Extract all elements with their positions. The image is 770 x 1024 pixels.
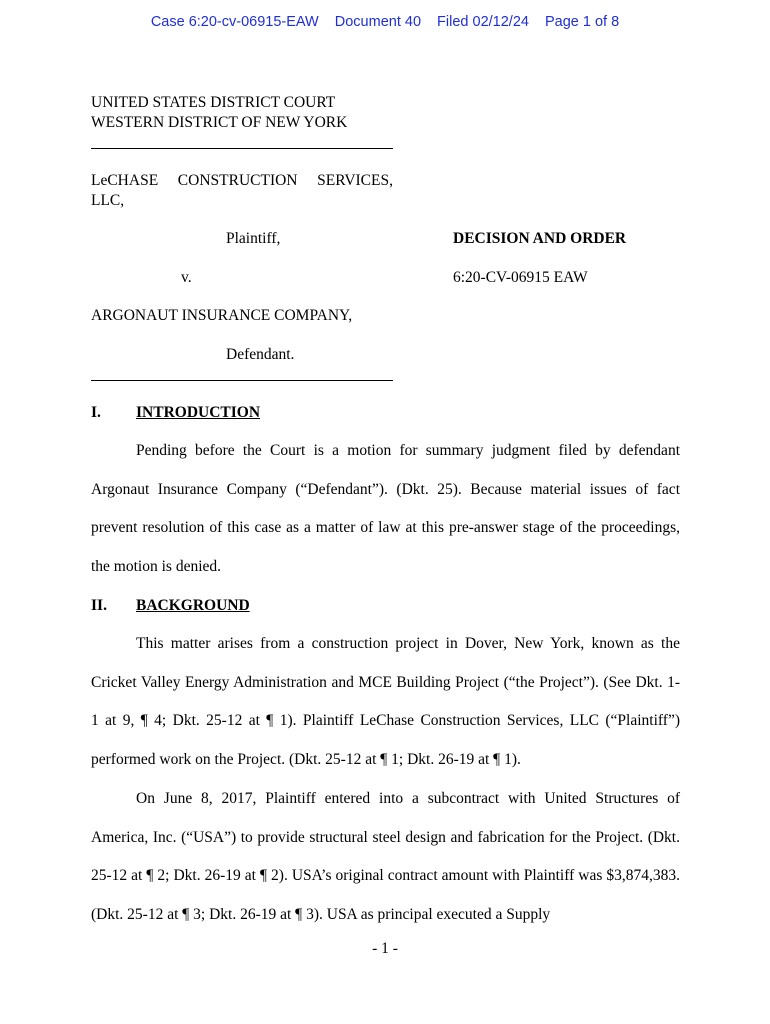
filing-header <box>0 14 770 30</box>
court-district: WESTERN DISTRICT OF NEW YORK <box>91 114 348 131</box>
section-number: II. <box>91 597 107 614</box>
document-title: DECISION AND ORDER <box>453 230 627 247</box>
section-number: I. <box>91 404 101 421</box>
defendant-name: ARGONAUT INSURANCE COMPANY, <box>91 307 353 324</box>
section-title: INTRODUCTION <box>136 404 261 421</box>
caption-bottom-rule <box>91 380 393 381</box>
plaintiff-role: Plaintiff, <box>226 230 281 247</box>
introduction-paragraph: Pending before the Court is a motion for summary judgment filed by defendant Argonaut Insurance Company (“Defendant”). (Dkt. 25). Because material issues of fact prevent resolution of this case as a matter of law at this pre-answer stage of the proceedings, the motion is denied. <box>91 442 680 576</box>
court-name: UNITED STATES DISTRICT COURT <box>91 94 336 111</box>
header-case-number: Case 6:20-cv-06915-EAW <box>150 14 319 30</box>
background-paragraph-2: On June 8, 2017, Plaintiff entered into a subcontract with United Structures of America, Inc. (“USA”) to provide structural steel design and fabrication for the Project. (Dkt. 25-12 at ¶ 2; Dkt. 26-19 at ¶ 2). USA’s original contract amount with Plaintiff was $3,874,383. (Dkt. 25-12 at ¶ 3; Dkt. 26-19 at ¶ 3). USA as principal executed a Supply <box>91 790 680 924</box>
docket-number: 6:20-CV-06915 EAW <box>453 269 588 286</box>
section-title: BACKGROUND <box>136 597 250 614</box>
page-number: - 1 - <box>372 940 398 957</box>
header-filed-date: Filed 02/12/24 <box>437 14 529 30</box>
section-heading-background <box>91 597 250 615</box>
plaintiff-name-line1: LeCHASE CONSTRUCTION SERVICES, <box>91 172 393 189</box>
defendant-role: Defendant. <box>226 346 295 363</box>
section-heading-introduction <box>91 404 260 422</box>
background-paragraph-1: This matter arises from a construction project in Dover, New York, known as the Cricket Valley Energy Administration and MCE Building Project (“the Project”). (See Dkt. 1-1 at 9, ¶ 4; Dkt. 25-12 at ¶ 1). Plaintiff LeChase Construction Services, LLC (“Plaintiff”) performed work on the Project. (Dkt. 25-12 at ¶ 1; Dkt. 26-19 at ¶ 1). <box>91 635 680 769</box>
header-document-number: Document 40 <box>334 14 422 30</box>
caption-top-rule <box>91 148 393 149</box>
versus: v. <box>181 269 192 286</box>
header-page-count: Page 1 of 8 <box>544 14 620 30</box>
plaintiff-name-line2: LLC, <box>91 192 125 209</box>
